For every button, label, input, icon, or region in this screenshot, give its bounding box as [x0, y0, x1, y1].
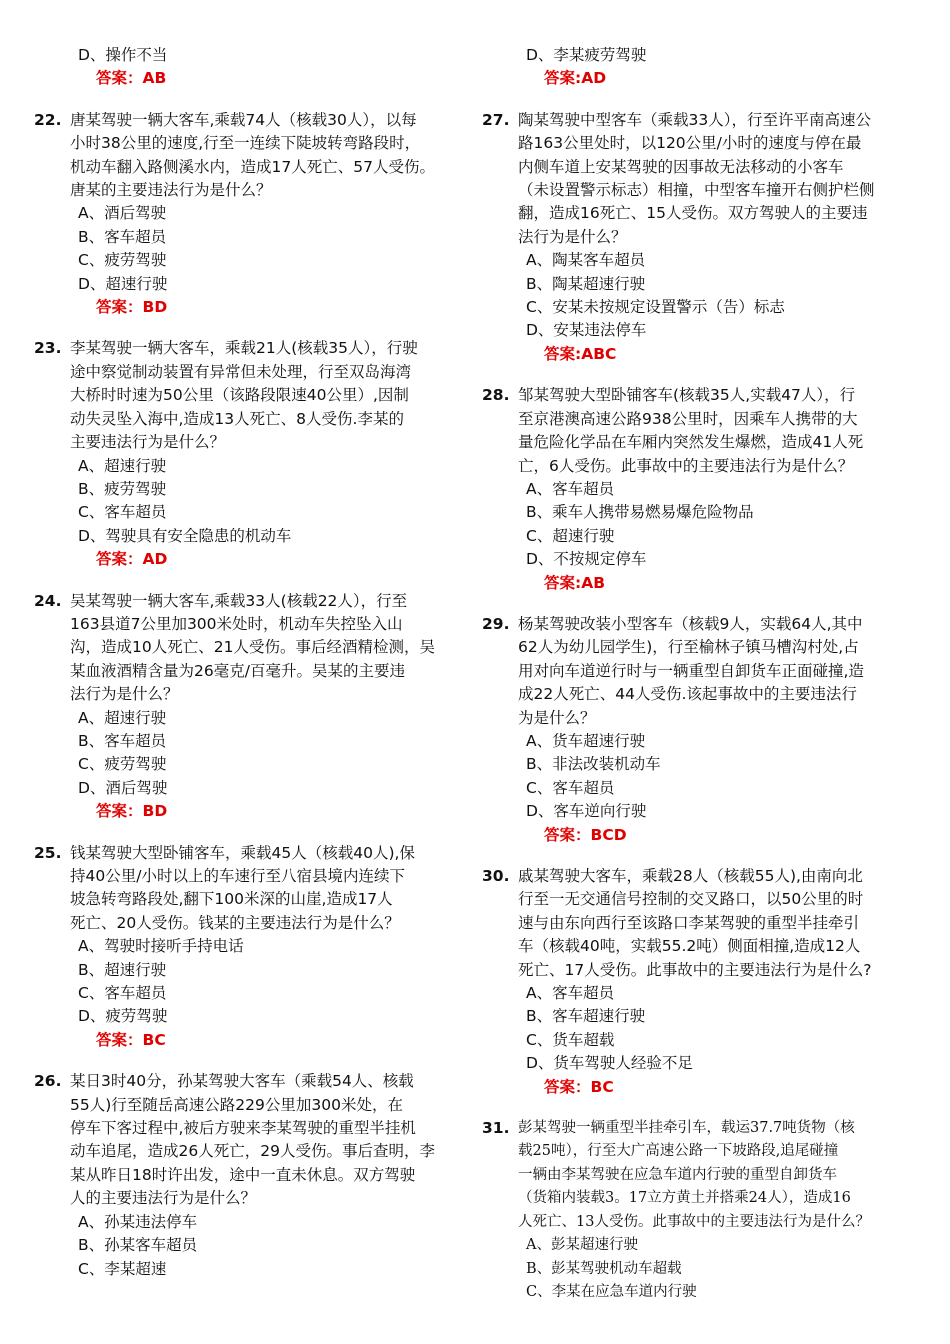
question-line: 途中察觉制动装置有异常但未处理，行至双岛海湾	[70, 362, 412, 381]
question-line: 沟，造成10人死亡、21人受伤。事后经酒精检测，吴	[70, 638, 435, 657]
question-line: 路163公里处时，以120公里/小时的速度与停在最	[518, 134, 862, 153]
question-line: 李某驾驶一辆大客车，乘载21人(核载35人），行驶	[70, 339, 418, 358]
question-25	[34, 842, 466, 1053]
option: B、超速行驶	[78, 960, 167, 979]
question-line: 某血液酒精含量为26毫克/百毫升。吴某的主要违	[70, 661, 405, 680]
option: A、超速行驶	[78, 456, 167, 475]
question-line: 小时38公里的速度,行至一连续下陡坡转弯路段时，	[70, 134, 421, 153]
question-line: 载25吨），行至大广高速公路一下坡路段,追尾碰撞	[518, 1143, 839, 1160]
question-28	[482, 384, 914, 595]
question-line: 为是什么？	[518, 708, 596, 727]
question-line: 速与由东向西行至该路口李某驾驶的重型半挂牵引	[518, 913, 860, 932]
question-number: 30.	[482, 867, 510, 885]
question-line: 死亡、17人受伤。此事故中的主要违法行为是什么?	[518, 960, 872, 979]
option: D、李某疲劳驾驶	[526, 46, 647, 64]
question-line: 法行为是什么？	[70, 685, 179, 704]
question-26	[34, 1070, 466, 1281]
option: B、孙某客车超员	[78, 1236, 198, 1255]
question-line: 死亡、20人受伤。钱某的主要违法行为是什么？	[70, 913, 400, 932]
question-line: 陶某驾驶中型客车（乘载33人），行至许平南高速公	[518, 110, 871, 129]
question-line: （未设置警示标志）相撞，中型客车撞开右侧护栏侧	[518, 181, 875, 200]
question-30	[482, 865, 914, 1099]
question-line: 至京港澳高速公路938公里时，因乘车人携带的大	[518, 409, 858, 428]
question-number: 22.	[34, 110, 62, 129]
option: C、李某在应急车道内行驶	[526, 1283, 697, 1300]
question-line: 杨某驾驶改装小型客车（核载9人，实载64人,其中	[518, 614, 863, 633]
question-line: 机动车翻入路侧溪水内，造成17人死亡、57人受伤。	[70, 157, 435, 176]
option: C、疲劳驾驶	[78, 755, 167, 774]
option: C、超速行驶	[526, 526, 615, 545]
option: B、彭某驾驶机动车超载	[526, 1260, 682, 1277]
question-number: 27.	[482, 110, 510, 129]
question-line: 翻，造成16死亡、15人受伤。双方驾驶人的主要违	[518, 204, 868, 223]
answer: 答案：AD	[96, 550, 168, 569]
option: D、安某违法停车	[526, 321, 647, 340]
option: B、乘车人携带易燃易爆危险物品	[526, 503, 754, 522]
answer: 答案:ABC	[544, 344, 617, 363]
option: D、酒后驾驶	[78, 778, 168, 797]
option: A、彭某超速行驶	[526, 1237, 638, 1254]
question-29	[482, 613, 914, 847]
right-column	[482, 44, 914, 1304]
question-line: 163县道7公里加300米处时，机动车失控坠入山	[70, 614, 403, 633]
option: A、驾驶时接听手持电话	[78, 937, 244, 956]
question-line: 动车追尾，造成26人死亡，29人受伤。事后查明，李	[70, 1142, 435, 1161]
question-line: 大桥时时速为50公里（该路段限速40公里）,因制	[70, 386, 409, 405]
answer: 答案：BD	[96, 802, 168, 821]
question-number: 31.	[482, 1119, 510, 1138]
option: A、陶某客车超员	[526, 251, 646, 270]
question-line: （货箱内装载3。17立方黄土并搭乘24人），造成16	[518, 1190, 851, 1207]
question-line: 钱某驾驶大型卧铺客车，乘载45人（核载40人),保	[70, 843, 415, 862]
question-line: 戚某驾驶大客车，乘载28人（核载55人),由南向北	[518, 867, 863, 885]
option: D、货车驾驶人经验不足	[526, 1054, 693, 1073]
option: D、超速行驶	[78, 274, 168, 293]
question-line: 主要违法行为是什么？	[70, 433, 226, 452]
question-number: 23.	[34, 339, 62, 358]
question-line: 吴某驾驶一辆大客车,乘载33人(核载22人），行至	[70, 591, 408, 610]
answer: 答案:AB	[544, 573, 606, 592]
option: B、非法改装机动车	[526, 755, 661, 774]
question-line: 停车下客过程中,被后方驶来李某驾驶的重型半挂机	[70, 1119, 416, 1138]
option: A、超速行驶	[78, 708, 167, 727]
option: C、李某超速	[78, 1259, 167, 1278]
question-22	[34, 109, 466, 320]
option: C、客车超员	[526, 778, 615, 797]
left-column	[34, 44, 466, 1281]
question-number: 28.	[482, 386, 510, 405]
option: A、酒后驾驶	[78, 204, 167, 223]
question-line: 持40公里/小时以上的车速行至八宿县境内连续下	[70, 867, 405, 885]
option: A、孙某违法停车	[78, 1212, 198, 1231]
option: C、客车超员	[78, 503, 167, 522]
question-line: 亡，6人受伤。此事故中的主要违法行为是什么？	[518, 456, 854, 475]
question-line: 彭某驾驶一辆重型半挂牵引车，载运37.7吨货物（核	[518, 1120, 855, 1137]
question-24	[34, 590, 466, 824]
option: D、驾驶具有安全隐患的机动车	[78, 526, 292, 545]
question-line: 法行为是什么？	[518, 227, 627, 246]
question-line: 人死亡、13人受伤。此事故中的主要违法行为是什么？	[518, 1213, 870, 1230]
answer: 答案:AD	[544, 69, 607, 88]
question-line: 62人为幼儿园学生)，行至榆林子镇马槽沟村处,占	[518, 638, 859, 657]
question-line: 成22人死亡、44人受伤.该起事故中的主要违法行	[518, 685, 857, 704]
question-line: 唐某的主要违法行为是什么？	[70, 181, 272, 200]
option: B、客车超速行驶	[526, 1007, 646, 1026]
option: A、客车超员	[526, 479, 615, 498]
question-line: 某从昨日18时许出发，途中一直未休息。双方驾驶	[70, 1165, 416, 1184]
option: B、客车超员	[78, 731, 167, 750]
option: C、客车超员	[78, 984, 167, 1003]
question-23	[34, 337, 466, 571]
question-number: 26.	[34, 1072, 62, 1091]
answer: 答案：BC	[544, 1077, 614, 1096]
option: B、陶某超速行驶	[526, 274, 646, 293]
question-line: 唐某驾驶一辆大客车,乘载74人（核载30人），以每	[70, 110, 417, 129]
question-31	[482, 1117, 914, 1304]
question-line: 用对向车道逆行时与一辆重型自卸货车正面碰撞,造	[518, 661, 864, 680]
question-number: 25.	[34, 843, 62, 862]
continued-block	[34, 44, 466, 91]
option: D、客车逆向行驶	[526, 802, 647, 821]
option: C、货车超载	[526, 1030, 615, 1049]
option: B、客车超员	[78, 227, 167, 246]
answer: 答案：BD	[96, 298, 168, 317]
answer: 答案：BCD	[544, 825, 627, 844]
question-line: 55人)行至随岳高速公路229公里加300米处，在	[70, 1095, 403, 1114]
question-line: 车（核载40吨，实载55.2吨）侧面相撞,造成12人	[518, 937, 861, 956]
question-27	[482, 109, 914, 366]
option: A、客车超员	[526, 984, 615, 1003]
option: A、货车超速行驶	[526, 731, 646, 750]
option: C、疲劳驾驶	[78, 251, 167, 270]
answer: 答案：BC	[96, 1030, 166, 1049]
option: D、疲劳驾驶	[78, 1007, 168, 1026]
question-line: 动失灵坠入海中,造成13人死亡、8人受伤.李某的	[70, 409, 404, 428]
question-line: 邹某驾驶大型卧铺客车(核载35人,实载47人），行	[518, 386, 856, 405]
question-line: 人的主要违法行为是什么？	[70, 1189, 257, 1208]
option: C、安某未按规定设置警示（告）标志	[526, 298, 785, 317]
question-line: 一辆由李某驾驶在应急车道内行驶的重型自卸货车	[518, 1166, 837, 1183]
question-line: 行至一无交通信号控制的交叉路口，以50公里的时	[518, 890, 864, 909]
option: B、疲劳驾驶	[78, 479, 167, 498]
question-number: 29.	[482, 614, 510, 633]
question-number: 24.	[34, 591, 62, 610]
question-line: 量危险化学品在车厢内突然发生爆燃，造成41人死	[518, 433, 864, 452]
question-line: 某日3时40分，孙某驾驶大客车（乘载54人、核载	[70, 1072, 414, 1091]
option: D、不按规定停车	[526, 550, 647, 569]
option: D、操作不当	[78, 46, 168, 64]
question-line: 坡急转弯路段处,翻下100米深的山崖,造成17人	[70, 890, 393, 909]
answer: 答案：AB	[96, 69, 167, 88]
continued-block	[482, 44, 914, 91]
question-line: 内侧车道上安某驾驶的因事故无法移动的小客车	[518, 157, 844, 176]
